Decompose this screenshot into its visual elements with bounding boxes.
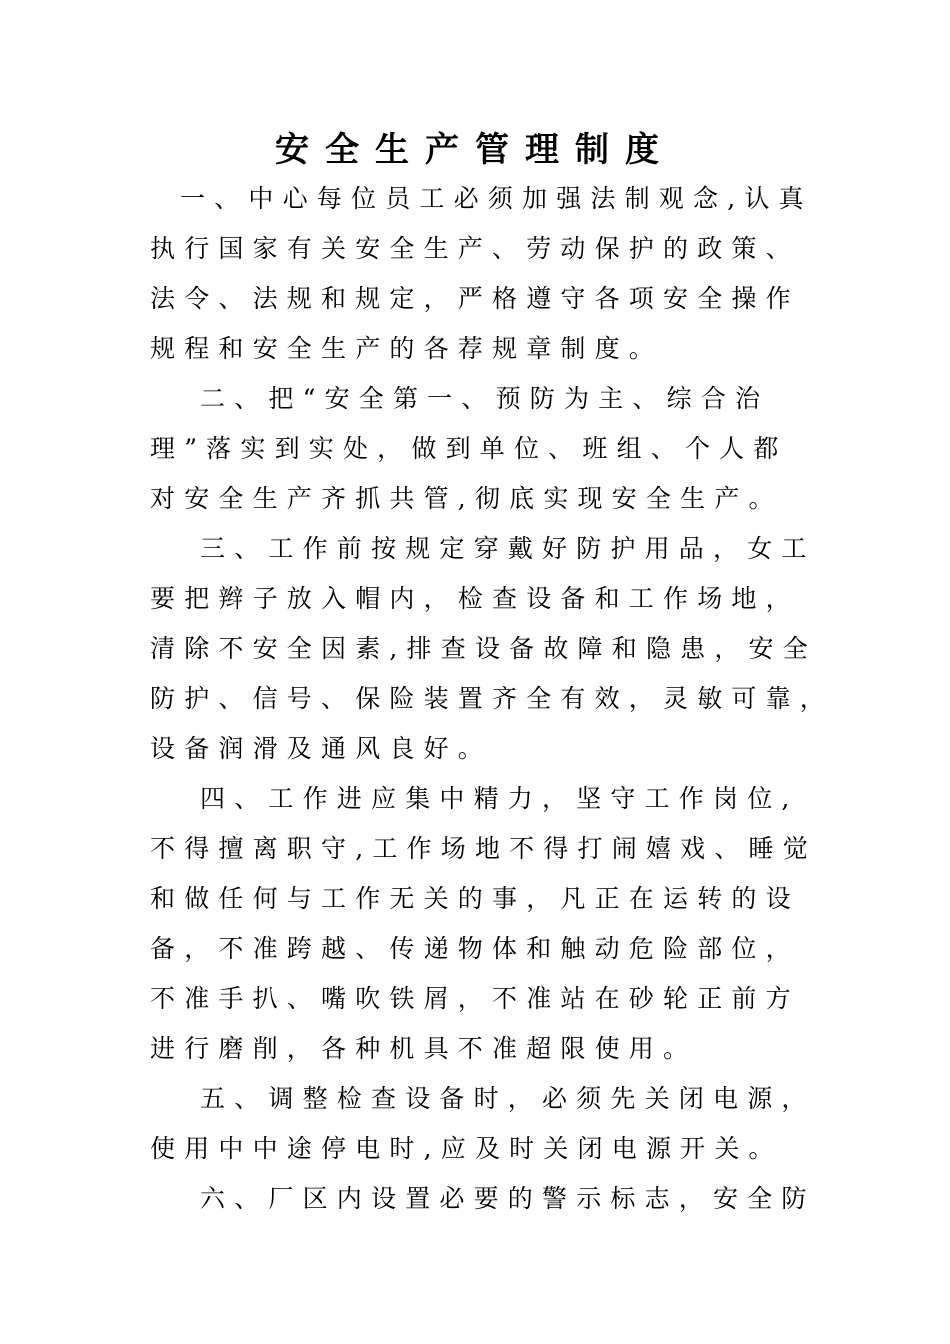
paragraph-3-line-1: 三、工作前按规定穿戴好防护用品，女工 [200, 534, 816, 563]
paragraph-4-line-2: 不得擅离职守,工作场地不得打闹嬉戏、睡觉 [150, 834, 817, 863]
paragraph-4-line-6: 进行磨削，各种机具不准超限使用。 [150, 1034, 698, 1063]
paragraph-1-line-1: 一、中心每位员工必须加强法制观念,认真 [180, 184, 813, 213]
document-title: 安全生产管理制度 [275, 130, 675, 170]
paragraph-5-line-2: 使用中中途停电时,应及时关闭电源开关。 [150, 1134, 783, 1163]
paragraph-6-line-1: 六、厂区内设置必要的警示标志，安全防 [200, 1184, 816, 1213]
paragraph-4-line-1: 四、工作进应集中精力，坚守工作岗位, [200, 784, 799, 813]
paragraph-4-line-4: 备，不准跨越、传递物体和触动危险部位， [150, 934, 800, 963]
paragraph-3-line-2: 要把辫子放入帽内，检查设备和工作场地， [150, 584, 800, 613]
paragraph-3-line-4: 防护、信号、保险装置齐全有效，灵敏可靠， [150, 684, 835, 713]
paragraph-4-line-5: 不准手扒、嘴吹铁屑，不准站在砂轮正前方 [150, 984, 800, 1013]
paragraph-3-line-5: 设备润滑及通风良好。 [150, 734, 493, 763]
paragraph-5-line-1: 五、调整检查设备时，必须先关闭电源， [200, 1084, 816, 1113]
paragraph-2-line-1: 二、把“安全第一、预防为主、综合治 [200, 384, 770, 413]
paragraph-3-line-3: 清除不安全因素,排查设备故障和隐患，安全 [150, 634, 817, 663]
paragraph-1-line-4: 规程和安全生产的各荐规章制度。 [150, 334, 664, 363]
paragraph-4-line-3: 和做任何与工作无关的事，凡正在运转的设 [150, 884, 800, 913]
paragraph-2-line-2: 理”落实到实处，做到单位、班组、个人都 [150, 434, 788, 463]
paragraph-1-line-2: 执行国家有关安全生产、劳动保护的政策、 [150, 234, 800, 263]
paragraph-1-line-3: 法令、法规和规定，严格遵守各项安全操作 [150, 284, 800, 313]
paragraph-2-line-3: 对安全生产齐抓共管,彻底实现安全生产。 [150, 484, 783, 513]
